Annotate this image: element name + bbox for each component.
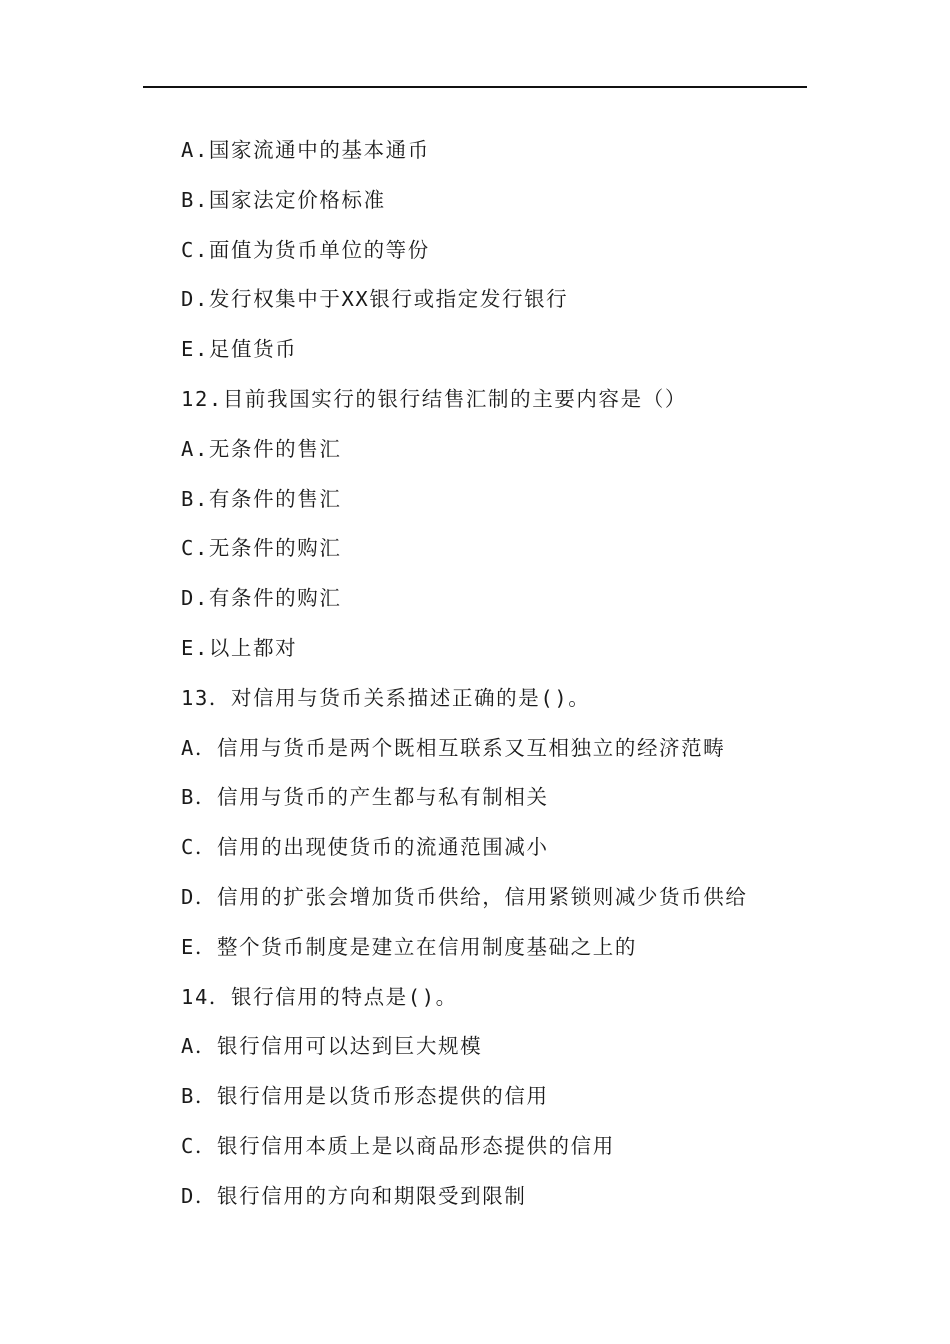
question-14: 14．银行信用的特点是()。 (181, 984, 458, 1009)
q14-option-c: C．银行信用本质上是以商品形态提供的信用 (181, 1133, 615, 1158)
q13-option-b: B．信用与货币的产生都与私有制相关 (181, 785, 549, 810)
document-body (181, 134, 821, 1230)
q13-option-e: E．整个货币制度是建立在信用制度基础之上的 (181, 934, 637, 959)
header-rule (143, 86, 807, 88)
q13-option-d: D．信用的扩张会增加货币供给，信用紧锁则减少货币供给 (181, 884, 748, 909)
q11-option-c: C.面值为货币单位的等份 (181, 237, 430, 262)
q14-option-b: B．银行信用是以货币形态提供的信用 (181, 1084, 549, 1109)
q14-option-d: D．银行信用的方向和期限受到限制 (181, 1183, 527, 1208)
question-13: 13．对信用与货币关系描述正确的是()。 (181, 685, 591, 710)
q12-option-d: D.有条件的购汇 (181, 586, 342, 611)
q12-option-a: A.无条件的售汇 (181, 436, 342, 461)
q14-option-a: A．银行信用可以达到巨大规模 (181, 1034, 483, 1059)
q12-option-b: B.有条件的售汇 (181, 486, 342, 511)
q11-option-e: E.足值货币 (181, 337, 298, 362)
q13-option-c: C．信用的出现使货币的流通范围减小 (181, 835, 549, 860)
q12-option-e: E.以上都对 (181, 635, 298, 660)
q12-option-c: C.无条件的购汇 (181, 536, 342, 561)
q11-option-a: A.国家流通中的基本通币 (181, 138, 430, 162)
q13-option-a: A．信用与货币是两个既相互联系又互相独立的经济范畴 (181, 735, 726, 760)
q11-option-d: D.发行权集中于XX银行或指定发行银行 (181, 287, 569, 312)
q11-option-b: B.国家法定价格标准 (181, 187, 386, 212)
question-12: 12.目前我国实行的银行结售汇制的主要内容是（） (181, 386, 687, 411)
